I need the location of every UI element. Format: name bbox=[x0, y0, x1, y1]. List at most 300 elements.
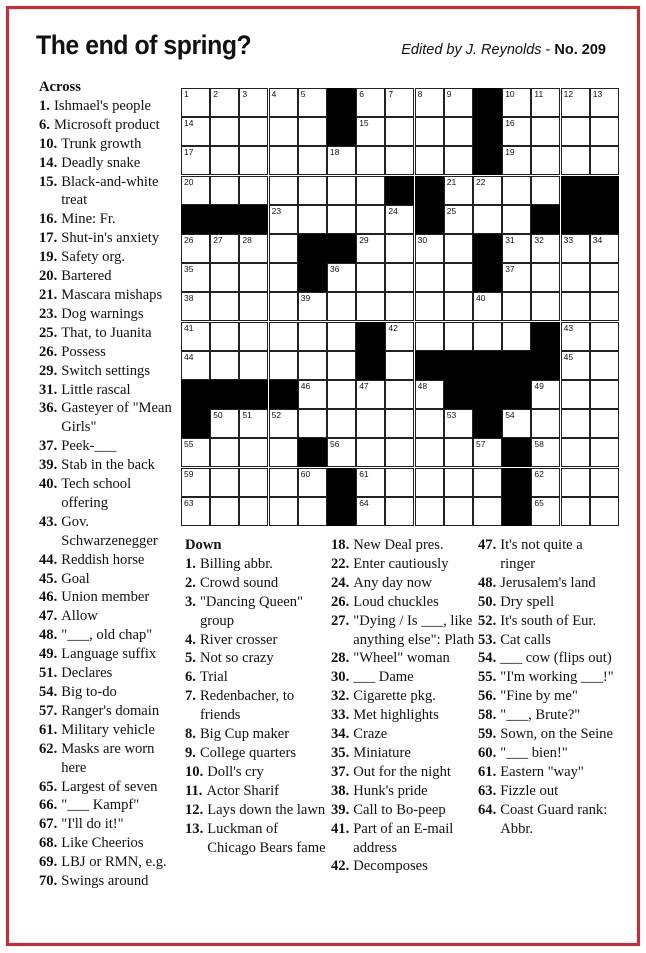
grid-cell[interactable] bbox=[210, 322, 239, 351]
cell-number: 26 bbox=[184, 235, 194, 245]
clue-number: 37. bbox=[331, 763, 350, 780]
clue-text: Loud chuckles bbox=[353, 593, 439, 610]
grid-cell[interactable] bbox=[385, 438, 414, 467]
grid-cell[interactable] bbox=[210, 292, 239, 321]
clue-item bbox=[331, 536, 476, 555]
clue-number: 60. bbox=[478, 744, 497, 761]
grid-cell[interactable] bbox=[269, 117, 298, 146]
grid-cell[interactable] bbox=[327, 322, 356, 351]
clue-text: "___ Kampf" bbox=[61, 797, 140, 814]
grid-cell[interactable] bbox=[590, 438, 619, 467]
grid-cell[interactable] bbox=[385, 292, 414, 321]
cell-number: 47 bbox=[359, 381, 369, 391]
grid-cell[interactable] bbox=[415, 117, 444, 146]
grid-block bbox=[531, 322, 560, 351]
grid-cell[interactable] bbox=[181, 146, 210, 175]
grid-cell[interactable] bbox=[561, 146, 590, 175]
clue-text: Coast Guard rank: Abbr. bbox=[500, 801, 608, 837]
clue-text: ___ Dame bbox=[353, 669, 414, 686]
clue-item bbox=[478, 725, 618, 744]
grid-cell[interactable] bbox=[327, 380, 356, 409]
grid-cell[interactable] bbox=[473, 468, 502, 497]
grid-cell[interactable] bbox=[385, 497, 414, 526]
clue-number: 61. bbox=[39, 721, 58, 738]
grid-cell[interactable] bbox=[385, 205, 414, 234]
grid-cell[interactable] bbox=[181, 176, 210, 205]
cell-number: 19 bbox=[505, 147, 515, 158]
clue-text: Gasteyer of "Mean Girls" bbox=[61, 400, 172, 436]
grid-cell[interactable] bbox=[210, 234, 239, 263]
grid-cell[interactable] bbox=[181, 88, 210, 117]
grid-cell[interactable] bbox=[327, 351, 356, 380]
clue-number: 26. bbox=[331, 593, 350, 610]
grid-cell[interactable] bbox=[531, 234, 560, 263]
grid-cell[interactable] bbox=[269, 88, 298, 117]
clue-text: Actor Sharif bbox=[206, 782, 279, 799]
grid-cell[interactable] bbox=[473, 322, 502, 351]
grid-cell[interactable] bbox=[181, 322, 210, 351]
cell-number: 53 bbox=[446, 410, 457, 421]
grid-cell[interactable] bbox=[385, 351, 414, 380]
grid-cell[interactable] bbox=[444, 205, 473, 234]
puzzle-credit bbox=[401, 42, 606, 58]
clue-number: 37. bbox=[39, 438, 58, 455]
grid-cell[interactable] bbox=[590, 263, 619, 292]
grid-cell[interactable] bbox=[561, 438, 590, 467]
grid-cell[interactable] bbox=[590, 380, 619, 409]
grid-cell[interactable] bbox=[590, 468, 619, 497]
grid-cell[interactable] bbox=[239, 409, 268, 438]
grid-cell[interactable] bbox=[502, 176, 531, 205]
grid-cell[interactable] bbox=[531, 88, 560, 117]
cell-number: 42 bbox=[388, 322, 398, 333]
grid-cell[interactable] bbox=[298, 497, 327, 526]
grid-cell[interactable] bbox=[210, 176, 239, 205]
grid-cell[interactable] bbox=[298, 117, 327, 146]
grid-cell[interactable] bbox=[561, 468, 590, 497]
grid-cell[interactable] bbox=[385, 146, 414, 175]
grid-cell[interactable] bbox=[502, 263, 531, 292]
grid-cell[interactable] bbox=[385, 88, 414, 117]
grid-cell[interactable] bbox=[356, 205, 385, 234]
grid-cell[interactable] bbox=[327, 409, 356, 438]
clue-item bbox=[39, 305, 179, 324]
grid-cell[interactable] bbox=[473, 205, 502, 234]
grid-block bbox=[385, 176, 414, 205]
grid-cell[interactable] bbox=[181, 468, 210, 497]
grid-cell[interactable] bbox=[269, 497, 298, 526]
grid-cell[interactable] bbox=[356, 88, 385, 117]
grid-cell[interactable] bbox=[590, 497, 619, 526]
grid-block bbox=[502, 438, 531, 467]
grid-cell[interactable] bbox=[590, 234, 619, 263]
grid-cell[interactable] bbox=[561, 380, 590, 409]
grid-cell[interactable] bbox=[561, 292, 590, 321]
grid-cell[interactable] bbox=[502, 322, 531, 351]
grid-cell[interactable] bbox=[561, 322, 590, 351]
clue-text: Decomposes bbox=[353, 858, 428, 875]
grid-cell[interactable] bbox=[385, 409, 414, 438]
clue-item bbox=[331, 763, 476, 782]
clue-number: 52. bbox=[478, 612, 497, 629]
cell-number: 35 bbox=[184, 264, 194, 275]
grid-cell[interactable] bbox=[444, 468, 473, 497]
cell-number: 25 bbox=[446, 205, 457, 216]
grid-cell[interactable] bbox=[444, 497, 473, 526]
grid-cell[interactable] bbox=[473, 292, 502, 321]
cell-number: 5 bbox=[300, 89, 306, 99]
clue-text: Shut-in's anxiety bbox=[61, 230, 160, 247]
grid-cell[interactable] bbox=[444, 234, 473, 263]
clue-number: 46. bbox=[39, 589, 58, 606]
grid-cell[interactable] bbox=[415, 438, 444, 467]
grid-cell[interactable] bbox=[531, 438, 560, 467]
grid-cell[interactable] bbox=[327, 263, 356, 292]
grid-cell[interactable] bbox=[327, 146, 356, 175]
grid-cell[interactable] bbox=[385, 468, 414, 497]
grid-cell[interactable] bbox=[415, 380, 444, 409]
grid-cell[interactable] bbox=[385, 117, 414, 146]
grid-cell[interactable] bbox=[385, 263, 414, 292]
grid-cell[interactable] bbox=[269, 351, 298, 380]
cell-number: 30 bbox=[417, 235, 428, 245]
clue-text: Swings around bbox=[61, 873, 149, 890]
clue-number: 3. bbox=[185, 593, 196, 610]
grid-cell[interactable] bbox=[239, 117, 268, 146]
grid-cell[interactable] bbox=[444, 263, 473, 292]
clue-text: Ishmael's people bbox=[53, 97, 152, 114]
grid-cell[interactable] bbox=[531, 263, 560, 292]
clue-text: Sown, on the Seine bbox=[500, 726, 613, 743]
grid-cell[interactable] bbox=[181, 497, 210, 526]
grid-cell[interactable] bbox=[502, 88, 531, 117]
grid-cell[interactable] bbox=[356, 117, 385, 146]
clue-text: Dry spell bbox=[500, 593, 555, 610]
clue-text: Big to-do bbox=[61, 684, 117, 700]
grid-cell[interactable] bbox=[531, 117, 560, 146]
clue-number: 47. bbox=[478, 537, 497, 553]
clue-item bbox=[331, 857, 476, 876]
grid-cell[interactable] bbox=[210, 88, 239, 117]
clue-text: Tech school offering bbox=[61, 476, 132, 511]
cell-number: 31 bbox=[505, 235, 515, 245]
grid-cell[interactable] bbox=[239, 468, 268, 497]
grid-cell[interactable] bbox=[181, 351, 210, 380]
grid-cell[interactable] bbox=[356, 263, 385, 292]
grid-cell[interactable] bbox=[298, 322, 327, 351]
down-clues-column-3 bbox=[478, 536, 618, 839]
clue-text: Reddish horse bbox=[61, 551, 145, 568]
grid-cell[interactable] bbox=[356, 497, 385, 526]
grid-cell[interactable] bbox=[298, 380, 327, 409]
clue-item bbox=[185, 725, 330, 744]
clue-number: 66. bbox=[39, 797, 58, 814]
grid-cell[interactable] bbox=[590, 409, 619, 438]
grid-cell[interactable] bbox=[590, 351, 619, 380]
clue-number: 63. bbox=[478, 782, 497, 799]
grid-cell[interactable] bbox=[269, 234, 298, 263]
clue-number: 42. bbox=[331, 858, 350, 875]
grid-cell[interactable] bbox=[415, 409, 444, 438]
clue-number: 7. bbox=[185, 688, 196, 705]
clue-text: Cigarette pkg. bbox=[353, 688, 436, 705]
clue-number: 54. bbox=[478, 650, 497, 667]
grid-cell[interactable] bbox=[531, 497, 560, 526]
grid-cell[interactable] bbox=[444, 438, 473, 467]
grid-block bbox=[239, 205, 268, 234]
grid-cell[interactable] bbox=[561, 117, 590, 146]
grid-cell[interactable] bbox=[415, 234, 444, 263]
clue-text: Out for the night bbox=[353, 763, 451, 780]
grid-cell[interactable] bbox=[531, 468, 560, 497]
clue-number: 28. bbox=[331, 650, 350, 667]
grid-cell[interactable] bbox=[502, 146, 531, 175]
grid-cell[interactable] bbox=[590, 117, 619, 146]
clue-text: Jerusalem's land bbox=[500, 574, 596, 591]
clue-item bbox=[39, 834, 179, 853]
grid-cell[interactable] bbox=[590, 88, 619, 117]
grid-cell[interactable] bbox=[181, 263, 210, 292]
grid-cell[interactable] bbox=[210, 117, 239, 146]
grid-cell[interactable] bbox=[239, 497, 268, 526]
grid-cell[interactable] bbox=[415, 292, 444, 321]
grid-cell[interactable] bbox=[444, 322, 473, 351]
grid-cell[interactable] bbox=[298, 88, 327, 117]
cell-number: 39 bbox=[300, 293, 311, 304]
clue-number: 47. bbox=[39, 608, 58, 625]
grid-cell[interactable] bbox=[531, 146, 560, 175]
clue-number: 5. bbox=[185, 650, 196, 667]
grid-cell[interactable] bbox=[502, 234, 531, 263]
grid-cell[interactable] bbox=[502, 292, 531, 321]
grid-cell[interactable] bbox=[502, 205, 531, 234]
cell-number: 50 bbox=[213, 410, 223, 421]
grid-cell[interactable] bbox=[181, 292, 210, 321]
grid-cell[interactable] bbox=[590, 322, 619, 351]
across-heading: Across bbox=[39, 79, 81, 95]
grid-block bbox=[298, 263, 327, 292]
clue-number: 25. bbox=[39, 324, 58, 341]
clue-number: 9. bbox=[185, 744, 196, 761]
clue-item bbox=[39, 607, 179, 626]
clue-number: 1. bbox=[185, 555, 196, 572]
clue-text: That, to Juanita bbox=[61, 324, 152, 341]
grid-cell[interactable] bbox=[269, 176, 298, 205]
grid-cell[interactable] bbox=[269, 146, 298, 175]
grid-cell[interactable] bbox=[210, 146, 239, 175]
clue-text: "I'll do it!" bbox=[61, 816, 124, 833]
clue-item bbox=[478, 763, 618, 782]
clue-item bbox=[39, 626, 179, 645]
grid-cell[interactable] bbox=[590, 146, 619, 175]
clue-number: 58. bbox=[478, 707, 497, 724]
grid-cell[interactable] bbox=[356, 468, 385, 497]
grid-cell[interactable] bbox=[210, 409, 239, 438]
grid-cell[interactable] bbox=[385, 322, 414, 351]
grid-cell[interactable] bbox=[415, 497, 444, 526]
grid-cell[interactable] bbox=[298, 351, 327, 380]
grid-cell[interactable] bbox=[444, 146, 473, 175]
clue-number: 8. bbox=[185, 726, 196, 743]
clue-item bbox=[478, 536, 618, 574]
puzzle-number: No. 209 bbox=[554, 42, 606, 58]
clue-number: 15. bbox=[39, 173, 58, 190]
grid-cell[interactable] bbox=[239, 176, 268, 205]
grid-cell[interactable] bbox=[590, 292, 619, 321]
grid-cell[interactable] bbox=[473, 438, 502, 467]
grid-cell[interactable] bbox=[327, 438, 356, 467]
grid-cell[interactable] bbox=[239, 438, 268, 467]
clue-text: Black-and-white treat bbox=[61, 173, 159, 209]
grid-cell[interactable] bbox=[561, 234, 590, 263]
grid-cell[interactable] bbox=[239, 351, 268, 380]
down-clues-column-2 bbox=[331, 536, 476, 876]
grid-cell[interactable] bbox=[269, 292, 298, 321]
clue-text: Crowd sound bbox=[199, 574, 279, 591]
down-clues-column-1 bbox=[185, 536, 330, 857]
grid-cell[interactable] bbox=[239, 292, 268, 321]
grid-cell[interactable] bbox=[356, 292, 385, 321]
clue-text: Declares bbox=[61, 665, 113, 682]
cell-number: 10 bbox=[505, 89, 515, 99]
grid-cell[interactable] bbox=[210, 263, 239, 292]
clue-text: Not so crazy bbox=[199, 650, 274, 667]
clue-number: 32. bbox=[331, 688, 350, 705]
clue-item bbox=[39, 853, 179, 872]
grid-cell[interactable] bbox=[415, 263, 444, 292]
grid-cell[interactable] bbox=[210, 438, 239, 467]
clue-text: Largest of seven bbox=[61, 778, 158, 795]
clue-item bbox=[185, 820, 330, 858]
credit-separator: - bbox=[541, 42, 555, 58]
grid-cell[interactable] bbox=[561, 88, 590, 117]
grid-cell[interactable] bbox=[327, 176, 356, 205]
grid-cell[interactable] bbox=[239, 88, 268, 117]
clue-item bbox=[478, 574, 618, 593]
grid-cell[interactable] bbox=[385, 380, 414, 409]
clue-number: 13. bbox=[185, 820, 204, 837]
clue-number: 34. bbox=[331, 726, 350, 743]
grid-cell[interactable] bbox=[444, 88, 473, 117]
clue-text: Union member bbox=[61, 589, 150, 606]
grid-cell[interactable] bbox=[210, 351, 239, 380]
grid-cell[interactable] bbox=[356, 146, 385, 175]
grid-cell[interactable] bbox=[531, 292, 560, 321]
clue-text: "I'm working ___!" bbox=[500, 669, 614, 686]
grid-cell[interactable] bbox=[298, 409, 327, 438]
clue-number: 18. bbox=[331, 537, 350, 553]
cell-number: 18 bbox=[330, 147, 340, 158]
editor-credit: Edited by J. Reynolds bbox=[401, 42, 542, 58]
grid-cell[interactable] bbox=[239, 234, 268, 263]
grid-cell[interactable] bbox=[502, 409, 531, 438]
grid-cell[interactable] bbox=[210, 468, 239, 497]
clue-item bbox=[39, 664, 179, 683]
grid-cell[interactable] bbox=[181, 438, 210, 467]
cell-number: 33 bbox=[563, 235, 574, 245]
grid-cell[interactable] bbox=[327, 205, 356, 234]
cell-number: 57 bbox=[476, 439, 486, 450]
grid-cell[interactable] bbox=[298, 146, 327, 175]
clue-number: 21. bbox=[39, 286, 58, 303]
grid-cell[interactable] bbox=[356, 176, 385, 205]
grid-cell[interactable] bbox=[210, 497, 239, 526]
grid-cell[interactable] bbox=[298, 292, 327, 321]
grid-cell[interactable] bbox=[269, 205, 298, 234]
grid-cell[interactable] bbox=[385, 234, 414, 263]
grid-cell[interactable] bbox=[561, 351, 590, 380]
grid-cell[interactable] bbox=[415, 468, 444, 497]
grid-block bbox=[502, 380, 531, 409]
clue-text: Big Cup maker bbox=[199, 726, 290, 743]
clue-item bbox=[39, 343, 179, 362]
grid-cell[interactable] bbox=[298, 468, 327, 497]
grid-cell[interactable] bbox=[473, 497, 502, 526]
grid-block bbox=[531, 351, 560, 380]
grid-cell[interactable] bbox=[327, 292, 356, 321]
grid-cell[interactable] bbox=[531, 409, 560, 438]
grid-cell[interactable] bbox=[356, 234, 385, 263]
grid-cell[interactable] bbox=[531, 176, 560, 205]
cell-number: 28 bbox=[242, 235, 252, 245]
grid-cell[interactable] bbox=[415, 88, 444, 117]
grid-cell[interactable] bbox=[444, 176, 473, 205]
grid-cell[interactable] bbox=[269, 322, 298, 351]
grid-cell[interactable] bbox=[473, 176, 502, 205]
grid-cell[interactable] bbox=[181, 234, 210, 263]
grid-cell[interactable] bbox=[239, 146, 268, 175]
grid-cell[interactable] bbox=[444, 292, 473, 321]
grid-cell[interactable] bbox=[561, 497, 590, 526]
grid-cell[interactable] bbox=[298, 176, 327, 205]
grid-cell[interactable] bbox=[415, 322, 444, 351]
clue-item bbox=[185, 649, 330, 668]
cell-number: 24 bbox=[388, 205, 398, 216]
grid-cell[interactable] bbox=[444, 409, 473, 438]
clue-item bbox=[185, 763, 330, 782]
grid-cell[interactable] bbox=[502, 117, 531, 146]
clue-number: 16. bbox=[39, 211, 58, 228]
clue-number: 4. bbox=[185, 631, 196, 648]
grid-cell[interactable] bbox=[239, 322, 268, 351]
grid-cell[interactable] bbox=[298, 205, 327, 234]
grid-cell[interactable] bbox=[356, 438, 385, 467]
grid-cell[interactable] bbox=[531, 380, 560, 409]
grid-cell[interactable] bbox=[356, 409, 385, 438]
grid-cell[interactable] bbox=[269, 468, 298, 497]
cell-number: 38 bbox=[184, 293, 194, 304]
grid-cell[interactable] bbox=[356, 380, 385, 409]
cell-number: 7 bbox=[388, 89, 394, 99]
grid-cell[interactable] bbox=[269, 409, 298, 438]
grid-cell[interactable] bbox=[415, 146, 444, 175]
grid-cell[interactable] bbox=[561, 263, 590, 292]
grid-cell[interactable] bbox=[561, 409, 590, 438]
grid-block bbox=[531, 205, 560, 234]
grid-cell[interactable] bbox=[444, 117, 473, 146]
clue-text: "Dancing Queen" group bbox=[199, 593, 304, 629]
grid-cell[interactable] bbox=[181, 117, 210, 146]
grid-block bbox=[298, 234, 327, 263]
grid-cell[interactable] bbox=[269, 438, 298, 467]
grid-cell[interactable] bbox=[239, 263, 268, 292]
clue-text: LBJ or RMN, e.g. bbox=[61, 854, 167, 871]
grid-cell[interactable] bbox=[269, 263, 298, 292]
clue-number: 39. bbox=[331, 801, 350, 818]
cell-number: 27 bbox=[213, 235, 223, 245]
grid-block bbox=[356, 322, 385, 351]
clue-text: Masks are worn here bbox=[61, 740, 155, 776]
